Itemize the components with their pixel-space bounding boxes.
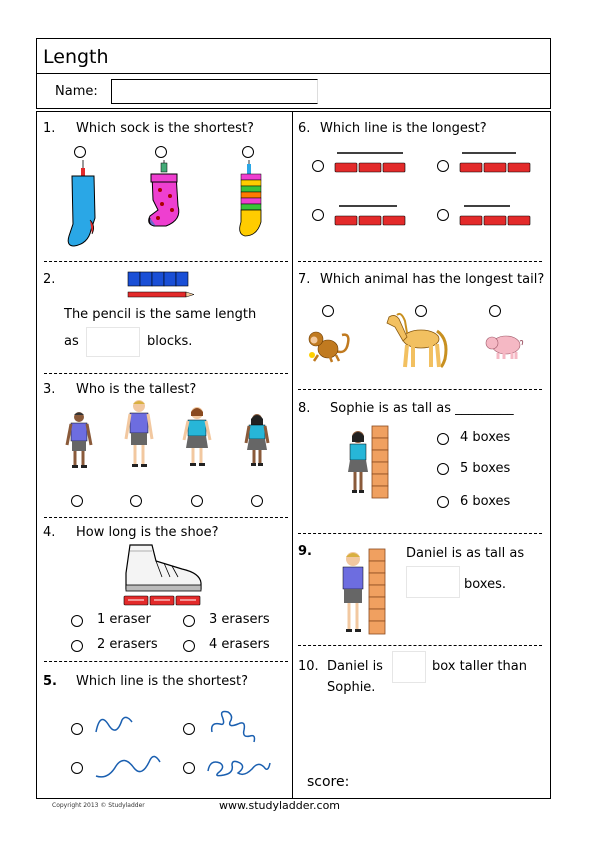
question-3-text: Who is the tallest? <box>76 382 197 397</box>
separator <box>298 261 542 262</box>
question-9-boxes-label: boxes. <box>464 577 507 592</box>
q4-option-radio[interactable] <box>71 640 83 652</box>
striped-sock-image <box>235 160 270 240</box>
question-1-text: Which sock is the shortest? <box>76 121 254 136</box>
column-divider <box>292 111 293 798</box>
question-10-text-continued: box taller than <box>432 659 527 674</box>
q6-line-d <box>458 205 538 230</box>
q8-option-label: 4 boxes <box>460 430 511 445</box>
question-7-text: Which animal has the longest tail? <box>320 272 545 287</box>
separator <box>44 661 288 662</box>
wavy-line-a <box>94 712 134 740</box>
q6-option-radio[interactable] <box>437 160 449 172</box>
child-figure-3 <box>183 406 211 468</box>
question-9-text: Daniel is as tall as <box>406 546 525 561</box>
question-9-number: 9. <box>298 544 312 559</box>
child-figure-1 <box>66 411 92 469</box>
q3-option-radio[interactable] <box>191 495 203 507</box>
q6-option-radio[interactable] <box>312 160 324 172</box>
q6-option-radio[interactable] <box>312 209 324 221</box>
child-figure-2 <box>125 399 153 469</box>
q8-option-radio[interactable] <box>437 463 449 475</box>
q10-answer-box[interactable] <box>392 651 426 683</box>
q6-line-c <box>333 205 413 230</box>
separator <box>298 533 542 534</box>
name-field[interactable] <box>111 79 318 104</box>
question-8-text: Sophie is as tall as _________ <box>330 401 514 416</box>
q4-option-label: 2 erasers <box>97 637 158 652</box>
q6-line-b <box>458 152 538 177</box>
q3-option-radio[interactable] <box>71 495 83 507</box>
copyright-text: Copyright 2013 © Studyladder <box>52 802 145 809</box>
question-2-blocks-label: blocks. <box>147 334 193 349</box>
q3-option-radio[interactable] <box>130 495 142 507</box>
erasers-image <box>124 595 204 607</box>
monkey-image <box>306 325 352 363</box>
q5-option-radio[interactable] <box>183 762 195 774</box>
daniel-and-boxes-image <box>339 549 391 636</box>
question-5-number: 5. <box>43 674 57 689</box>
separator <box>298 645 542 646</box>
question-4-number: 4. <box>43 525 56 540</box>
question-3-number: 3. <box>43 382 56 397</box>
question-1-number: 1. <box>43 121 56 136</box>
q9-answer-box[interactable] <box>406 566 460 598</box>
score-label: score: <box>307 774 350 790</box>
q5-option-radio[interactable] <box>71 762 83 774</box>
sophie-and-boxes-image <box>346 426 392 498</box>
q8-option-radio[interactable] <box>437 433 449 445</box>
q8-option-label: 5 boxes <box>460 461 511 476</box>
question-10-text: Daniel is <box>327 659 383 674</box>
q5-option-radio[interactable] <box>71 723 83 735</box>
q1-option-radio[interactable] <box>74 146 86 158</box>
separator <box>44 373 288 374</box>
name-label: Name: <box>55 84 98 99</box>
question-7-number: 7. <box>298 272 311 287</box>
child-figure-4 <box>245 413 269 468</box>
website-link[interactable]: www.studyladder.com <box>219 799 341 812</box>
header-divider <box>36 73 550 74</box>
q4-option-radio[interactable] <box>183 615 195 627</box>
q1-option-radio[interactable] <box>155 146 167 158</box>
q6-line-a <box>333 152 413 177</box>
question-4-text: How long is the shoe? <box>76 525 219 540</box>
separator <box>44 517 288 518</box>
q4-option-radio[interactable] <box>183 640 195 652</box>
wavy-line-c <box>94 748 164 784</box>
horse-image <box>385 311 451 371</box>
worksheet-title: Length <box>43 46 109 68</box>
q4-option-radio[interactable] <box>71 615 83 627</box>
question-2-number: 2. <box>43 272 56 287</box>
q7-option-radio[interactable] <box>322 305 334 317</box>
question-2-text: The pencil is the same length <box>64 307 257 322</box>
question-5-text: Which line is the shortest? <box>76 674 248 689</box>
long-blue-sock-image <box>64 160 104 255</box>
wavy-line-b <box>208 708 258 746</box>
question-6-number: 6. <box>298 121 311 136</box>
q5-option-radio[interactable] <box>183 723 195 735</box>
q4-option-label: 3 erasers <box>209 612 270 627</box>
separator <box>298 389 542 390</box>
question-6-text: Which line is the longest? <box>320 121 487 136</box>
q3-option-radio[interactable] <box>251 495 263 507</box>
shoe-image <box>122 543 204 595</box>
question-10-number: 10. <box>298 659 319 674</box>
question-8-number: 8. <box>298 401 311 416</box>
pig-image <box>486 331 526 361</box>
separator <box>44 261 288 262</box>
wavy-line-d <box>206 755 272 781</box>
q8-option-label: 6 boxes <box>460 494 511 509</box>
q7-option-radio[interactable] <box>489 305 501 317</box>
q6-option-radio[interactable] <box>437 209 449 221</box>
question-2-as-label: as <box>64 334 79 349</box>
pencil-image <box>128 291 198 299</box>
q8-option-radio[interactable] <box>437 496 449 508</box>
blue-blocks-image <box>128 272 193 288</box>
q2-answer-box[interactable] <box>86 327 140 357</box>
q4-option-label: 1 eraser <box>97 612 151 627</box>
pink-sock-image <box>144 160 189 235</box>
q4-option-label: 4 erasers <box>209 637 270 652</box>
question-10-text-line2: Sophie. <box>327 680 376 695</box>
q1-option-radio[interactable] <box>242 146 254 158</box>
